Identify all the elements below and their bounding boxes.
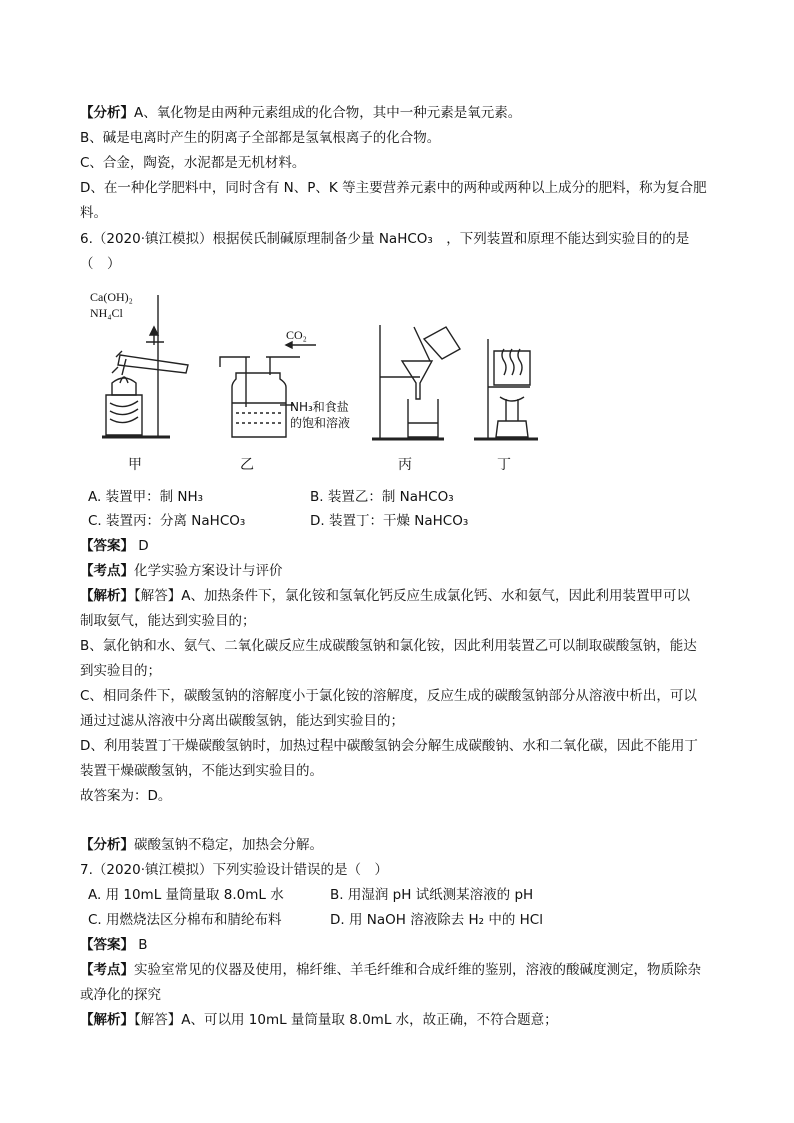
- label-nh4cl: NH₄Cl: [90, 306, 123, 320]
- q6-explain-8: 装置干燥碳酸氢钠，不能达到实验目的。: [80, 763, 323, 779]
- q7-explain-1: [80, 1009, 558, 1031]
- q6-explain-5: C、相同条件下，碳酸氢钠的溶解度小于氯化铵的溶解度，反应生成的碳酸氢钠部分从溶液中析出，可以: [80, 688, 697, 704]
- explain-tag: 【解析】: [80, 1012, 134, 1028]
- q6-paren: （ ）: [80, 256, 121, 272]
- explain-tag: 【解析】: [80, 588, 134, 604]
- q7-option-d: D. 用 NaOH 溶液除去 H₂ 中的 HCl: [330, 912, 543, 928]
- q7-stem: 7.（2020·镇江模拟）下列实验设计错误的是（ ）: [80, 862, 389, 878]
- q6-explain-7: D、利用装置丁干燥碳酸氢钠时，加热过程中碳酸氢钠会分解生成碳酸钠、水和二氧化碳，因此不能用丁: [80, 738, 698, 754]
- q7-knowledge-2: 或净化的探究: [80, 987, 161, 1003]
- q6-option-d: D. 装置丁：干燥 NaHCO₃: [310, 513, 469, 529]
- label-solution-1: NH₃和食盐: [290, 400, 349, 414]
- answer-value: D: [138, 538, 149, 554]
- analysis-text: A、氧化物是由两种元素组成的化合物，其中一种元素是氧元素。: [134, 105, 522, 121]
- answer-tag: 【答案】: [80, 937, 134, 953]
- q7-option-a: A. 用 10mL 量筒量取 8.0mL 水: [88, 887, 284, 903]
- q6-stem: 6.（2020·镇江模拟）根据侯氏制碱原理制备少量 NaHCO₃ ，下列装置和原理不能达到实验目的的是: [80, 231, 690, 247]
- q6-explain-6: 通过过滤从溶液中分离出碳酸氢钠，能达到实验目的；: [80, 713, 404, 729]
- explain-text: 【解答】A、可以用 10mL 量筒量取 8.0mL 水，故正确，不符合题意；: [134, 1012, 558, 1028]
- analysis-text: 碳酸氢钠不稳定，加热会分解。: [134, 837, 323, 853]
- label-jia: 甲: [128, 457, 142, 473]
- analysis-line-2: B、碱是电离时产生的阴离子全部都是氢氧根离子的化合物。: [80, 130, 441, 146]
- label-solution-2: 的饱和溶液: [290, 416, 351, 430]
- answer-value: B: [138, 937, 148, 953]
- knowledge-tag: 【考点】: [80, 962, 134, 978]
- q6-explain-1: [80, 585, 690, 607]
- q6-explain-2: 制取氨气，能达到实验目的；: [80, 613, 256, 629]
- q7-option-b: B. 用湿润 pH 试纸测某溶液的 pH: [330, 887, 534, 903]
- q6-option-a: A. 装置甲：制 NH₃: [88, 489, 204, 505]
- label-ding: 丁: [497, 457, 511, 473]
- q6-explain-9: 故答案为：D。: [80, 788, 172, 804]
- label-caoh2: Ca(OH)₂: [90, 290, 133, 304]
- analysis-tag: 【分析】: [80, 837, 134, 853]
- q6-explain-4: 到实验目的；: [80, 663, 161, 679]
- q7-knowledge-1: [80, 959, 701, 981]
- knowledge-text: 实验室常见的仪器及使用，棉纤维、羊毛纤维和合成纤维的鉴别，溶液的酸碱度测定，物质除杂: [134, 962, 701, 978]
- knowledge-tag: 【考点】: [80, 563, 134, 579]
- analysis-line-5: 料。: [80, 205, 107, 221]
- q6-explain-3: B、氯化钠和水、氨气、二氧化碳反应生成碳酸氢钠和氯化铵，因此利用装置乙可以制取碳酸氢钠，能达: [80, 638, 697, 654]
- q6-answer: [80, 535, 149, 557]
- label-bing: 丙: [398, 457, 412, 473]
- q6-analysis: [80, 834, 323, 856]
- q7-answer: [80, 934, 148, 956]
- q7-option-c: C. 用燃烧法区分棉布和腈纶布料: [88, 912, 282, 928]
- answer-tag: 【答案】: [80, 538, 134, 554]
- q6-knowledge: [80, 560, 283, 582]
- analysis-line-3: C、合金，陶瓷，水泥都是无机材料。: [80, 155, 306, 171]
- analysis-line-1: [80, 102, 521, 124]
- knowledge-text: 化学实验方案设计与评价: [134, 563, 283, 579]
- label-co2: CO₂: [286, 328, 307, 342]
- analysis-line-4: D、在一种化学肥料中，同时含有 N、P、K 等主要营养元素中的两种或两种以上成分的肥料，称为复合肥: [80, 180, 707, 196]
- label-yi: 乙: [240, 457, 254, 473]
- apparatus-figure: [90, 287, 560, 477]
- q6-option-c: C. 装置丙：分离 NaHCO₃: [88, 513, 246, 529]
- explain-text: 【解答】A、加热条件下，氯化铵和氢氧化钙反应生成氯化钙、水和氨气，因此利用装置甲可以: [134, 588, 690, 604]
- analysis-tag: 【分析】: [80, 105, 134, 121]
- q6-option-b: B. 装置乙：制 NaHCO₃: [310, 489, 454, 505]
